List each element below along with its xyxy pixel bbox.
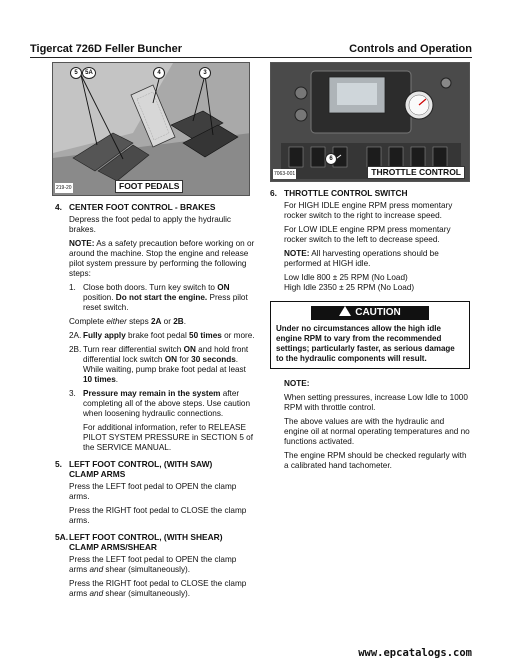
section-5a-open: Press the LEFT foot pedal to OPEN the clamp arms and shear (simultaneously). [69,555,237,574]
warning-triangle-icon [339,306,351,316]
callout-3: 3 [199,67,211,79]
section-5a-title: 5A. LEFT FOOT CONTROL, (WITH SHEAR) CLAMP ARMS/SHEAR [55,532,223,552]
figure-code: 219-20 [56,185,72,191]
section-4-text: Depress the foot pedal to apply the hydraulic brakes. [69,215,232,234]
section-4-title: 4. CENTER FOOT CONTROL - BRAKES [55,202,216,212]
footer-url[interactable]: www.epcatalogs.com [358,647,472,659]
photo-caption: FOOT PEDALS [115,180,183,193]
note-2-label: NOTE: [284,379,310,388]
section-title: Controls and Operation [349,43,472,55]
caution-box [270,301,470,369]
note-2-text-3: The engine RPM should be checked regularly with a calibrated hand tachometer. [284,451,467,470]
idle-specs: Low Idle 800 ± 25 RPM (No Load) High Idle 2350 ± 25 RPM (No Load) [284,273,415,292]
throttle-control-illustration [271,63,470,182]
section-5-close: Press the RIGHT foot pedal to CLOSE the clamp arms. [69,506,247,525]
step-2b: 2B. Turn rear differential switch ON and hold front differential lock switch ON for 30 seconds. While waiting, pump brake foot pedal at least 10 times. [69,345,249,384]
photo-caption: THROTTLE CONTROL [367,166,465,179]
throttle-control-photo [270,62,470,182]
complete-instruction: Complete either steps 2A or 2B. [69,317,186,326]
note-2-text-2: The above values are with the hydraulic and engine oil at normal operating temperatures and no functions activated. [284,417,470,446]
section-5a-close: Press the RIGHT foot pedal to CLOSE the clamp arms and shear (simultaneously). [69,579,247,598]
section-5-open: Press the LEFT foot pedal to OPEN the clamp arms. [69,482,237,501]
step-3: 3. Pressure may remain in the system after completing all of the above steps. Use caution when loosening hydraulic connections. [69,389,251,418]
callout-5a: 5A [82,67,96,79]
additional-info: For additional information, refer to RELEASE PILOT SYSTEM PRESSURE in SECTION 5 of the SERVICE MANUAL. [83,423,254,452]
foot-pedals-illustration [53,63,250,196]
caution-header: CAUTION [311,306,429,320]
step-1: 1. Close both doors. Turn key switch to ON position. Do not start the engine. Press pilot reset switch. [69,283,248,312]
note-2-text-1: When setting pressures, increase Low Idle to 1000 RPM with throttle control. [284,393,468,412]
figure-code: 7063-001 [274,171,296,177]
callout-5: 5 [70,67,82,79]
step-2a: 2A. Fully apply brake foot pedal 50 times or more. [69,331,255,340]
right-column [270,62,470,475]
callout-6: 6 [325,153,337,165]
manual-title: Tigercat 726D Feller Buncher [30,43,183,55]
section-6-high-idle: For HIGH IDLE engine RPM press momentary rocker switch to the right to increase speed. [284,201,453,220]
section-6-title: 6. THROTTLE CONTROL SWITCH [270,188,408,198]
section-6-note: NOTE: All harvesting operations should be performed at HIGH idle. [284,249,439,268]
section-4-note: NOTE: As a safety precaution before working on or around the machine. Stop the engine and release pilot system pressure by performing the following steps: [69,239,255,278]
section-6-low-idle: For LOW IDLE engine RPM press momentary rocker switch to the left to decrease speed. [284,225,451,244]
callout-4: 4 [153,67,165,79]
caution-text: Under no circumstances allow the high idle engine RPM to vary from the recommended settings; particularly faster, as serious damage to the hydraulic components will result. [276,324,455,363]
foot-pedals-photo [52,62,250,196]
section-5-title: 5. LEFT FOOT CONTROL, (WITH SAW) CLAMP ARMS [55,459,213,479]
page-header [30,40,472,58]
left-column [55,62,255,603]
